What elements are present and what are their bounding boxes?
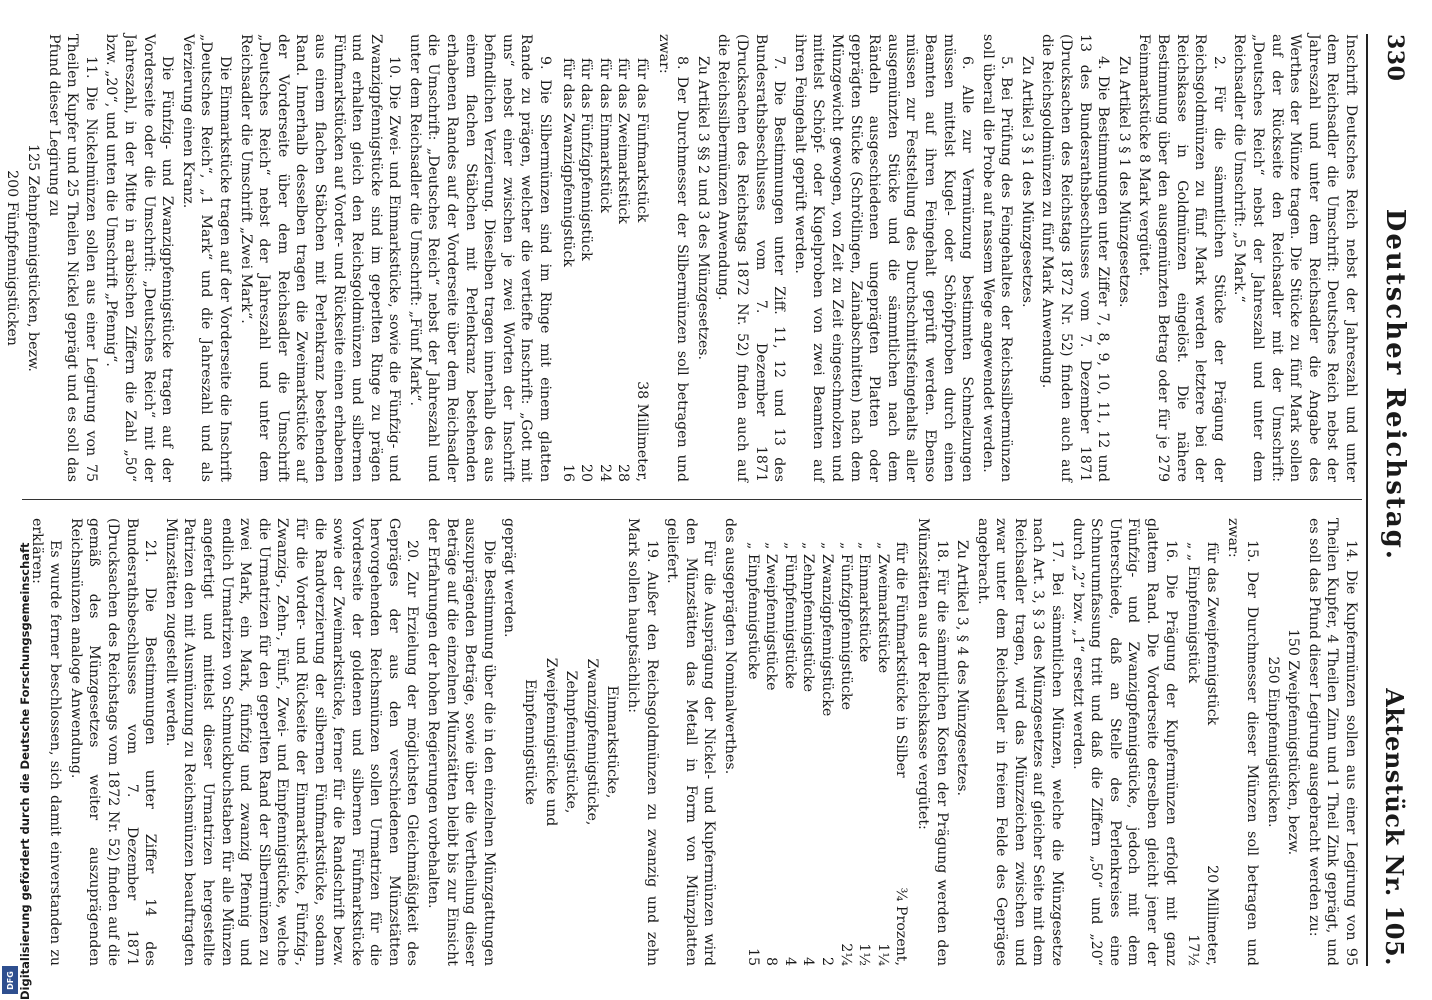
paragraph: 10. Die Zwei- und Einmarkstücke, sowie die Fünfzig- und Zwanzigpfennigstücke sind im geperlten Ringe zu prägen und erhalten gleich den Reichsgoldmünzen und silbernen Fünfmarkstücken auf Vorder- und Rückseite einen erhabenen aus einem flachen Stäbchen mit Perlenkranz bestehenden Rand. Innerhalb desselben tragen die Zweimarkstücke auf der Vorderseite über dem Reichsadler die Umschrift „Deutsches Reich“ nebst der Jahreszahl und unter dem Reichsadler die Umschrift „Zwei Mark“. — [237, 34, 403, 482]
table-value: 38 Millimeter, — [634, 381, 651, 482]
table-label: „ Einpfennigstücke — [744, 542, 761, 680]
table-value: 4 — [800, 956, 817, 966]
paragraph: Für die Ausprägung der Nickel- und Kupfermünzen wird den Münzstätten das Metall in Form von Münzplatten geliefert. — [664, 518, 718, 966]
centered-line: Einpfennigstücke — [522, 679, 539, 805]
table-value: 2 — [818, 956, 835, 966]
paragraph: Inschrift Deutsches Reich nebst der Jahreszahl und unter dem Reichsadler die Umschrift: Deutsches Reich nebst der Jahreszahl und unter dem Reichsadler die Angabe des Werthes der Münze tragen. Die Stücke zu fünf Mark sollen auf der Rückseite den Reichsadler mit der Umschrift: „Deutsches Reich“ nebst der Jahreszahl und unter dem Reichsadler die Umschrift: „5 Mark.“ — [1231, 34, 1359, 482]
paragraph: 11. Die Nickelmünzen sollen aus einer Legirung von 75 Theilen Kupfer und 25 Theilen Nickel geprägt und es soll das Pfund dieser Legirung zu — [45, 34, 99, 482]
digitization-credit — [0, 542, 32, 1000]
table-label: „ Fünfzigpfennigstücke — [837, 542, 854, 711]
value-table — [743, 542, 910, 966]
paragraph: 14. Die Kupfermünzen sollen aus einer Legirung von 95 Theilen Kupfer, 4 Theilen Zinn und 1 Theil Zink geprägt, und es soll das Pfund dieser Legirung ausgebracht werden zu: — [1305, 518, 1359, 966]
table-row — [836, 542, 855, 966]
table-row — [577, 58, 596, 482]
dfg-logo-text: DFG — [5, 970, 15, 990]
paragraph: 9. Die Silbermünzen sind im Ringe mit einem glatten Rande zu prägen, welcher die vertiefte Inschrift: „Gott mit uns“ nebst einer zwischen je zwei Worten der Inschrift befindlichen Verzierung. Dieselben tragen innerhalb des aus einem flachen Stäbchen mit Perlenkranz bestehenden erhabenen Randes auf der Vorderseite über dem Reichsadler die Umschrift: „Deutsches Reich“ nebst der Jahreszahl und unter dem Reichsadler die Umschrift: „Fünf Mark“. — [406, 34, 554, 482]
dfg-logo-icon — [2, 966, 18, 994]
paragraph: 21. Die Bestimmungen unter Ziffer 14 des Bundesrathsbeschlusses vom 7. Dezember 1871 (Drucksachen des Reichstags vom 1872 Nr. 52) finden auf die gemäß des Münzgesetzes weiter auszuprägenden Reichsmünzen analoge Anwendung. — [67, 518, 159, 966]
credit-text: Digitalisierung gefördert durch die Deutsche Forschungsgemeinschaft — [18, 542, 32, 1000]
centered-line: 200 Fünfpfennigstücken — [4, 170, 21, 346]
table-row — [762, 542, 781, 966]
table-row — [1184, 542, 1203, 966]
table-row — [558, 58, 577, 482]
paragraph: 16. Die Prägung der Kupfermünzen erfolgt mit ganz glattem Rand. Die Vorderseite derselben gleicht jener der Fünfzig- und Zwanzigpfennigstücke, jedoch mit dem Unterschiede, daß an Stelle des Perlenkreises eine Schnurumfassung tritt und daß die Ziffern „50“ und „20“ durch „2“ bzw. „1“ ersetzt werden. — [1069, 518, 1179, 966]
table-label: „ „ Einpfennigstück — [1185, 542, 1202, 684]
right-column — [30, 518, 1360, 966]
table-row — [855, 542, 874, 966]
table-value: 24 — [596, 463, 613, 482]
table-value: 20 — [578, 463, 595, 482]
issue-label: Aktenstück Nr. 105. — [1380, 688, 1410, 966]
paragraph: 6. Alle zur Vermünzung bestimmten Schmelzungen müssen mittelst Kugel- oder Schöpfproben durch einen Beamten auf ihren Feingehalt geprüft werden. Ebenso müssen zur Feststellung des Durchschnittsfeingehalts aller ausgemünzten Stücke und die sämmtlichen nach dem Rändeln ausgeschiedenen ungeprägten Platten oder geprägten Stücke (Schrötlingen, Zainabschnitten) nach dem Münzgewicht gewogen, von Zeit zu Zeit eingeschmolzen und mittelst Schöpf- oder Kugelproben von zwei Beamten auf ihren Feingehalt geprüft werden. — [791, 34, 976, 482]
table-row — [892, 542, 911, 966]
table-row — [873, 542, 892, 966]
table-value: 4 — [781, 956, 798, 966]
table-label: für das Zwanzigpfennigstück — [559, 58, 576, 267]
table-label: für die Fünfmarkstücke in Silber — [893, 542, 910, 778]
paragraph: 18. Für die sämmtlichen Kosten der Prägung werden den Münzstätten aus der Reichskasse vergütet: — [914, 518, 950, 966]
table-value: 17½ — [1185, 934, 1202, 966]
paragraph: Es wurde ferner beschlossen, sich damit einverstanden zu erklären: — [28, 518, 64, 966]
table-row — [743, 542, 762, 966]
table-row — [614, 58, 633, 482]
value-table — [1184, 542, 1221, 966]
table-value: ¾ Prozent, — [893, 887, 910, 966]
table-label: „ Einmarkstücke — [856, 542, 873, 663]
centered-line: Zehnpfennigstücke, — [563, 670, 580, 814]
paragraph: 20. Zur Erzielung der möglichsten Gleichmäßigkeit des Gepräges der aus den verschiedenen Münzstätten hervorgehenden Reichsmünzen sollen Urmatrizen für die Vorderseite der goldenen und silbernen Fünfmarkstücke sowie der Zweimarkstücke, ferner für die Randschrift bezw. die Randverzierung der silbernen Fünfmarkstücke, sodann für die Vorder- und Rückseite der Einmarkstücke, Fünfzig-, Zwanzig-, Zehn-, Fünf-, Zwei- und Einpfennigstücke, welche die Urmatrizen für den geperlten Rand der Silbermünzen zu zwei Mark, ein Mark, fünfzig und zwanzig Pfennig und endlich Urmatrizen von Schmuckbuchstaben für alle Münzen angefertigt und mittelst dieser Urmatrizen hergestellte Patrizen den mit Ausmünzung zu Reichsmünzen beauftragten Münzstätten zugestellt werden. — [162, 518, 421, 966]
table-label: für das Fünfmarkstück — [634, 58, 651, 223]
paragraph: Die Bestimmung über die in den einzelnen Münzgattungen auszuprägenden Beträge, sowie über die Vertheilung dieser Beträge auf die einzelnen Münzstätten bleibt bis zur Einsicht der Erfahrungen der hohen Regierungen vorbehalten. — [425, 518, 497, 966]
page-number: 330 — [1382, 34, 1408, 82]
centered-line: Einmarkstücke, — [604, 685, 621, 799]
paragraph: 15. Der Durchmesser dieser Münzen soll betragen und zwar: — [1225, 518, 1261, 966]
centered-line: 125 Zehnpfennigstücken, bezw. — [25, 144, 42, 372]
table-label: „ Zweipfennigstücke — [763, 542, 780, 691]
table-value: 2¼ — [837, 943, 854, 966]
table-value: 20 Millimeter, — [1203, 865, 1220, 966]
table-value: 1¼ — [874, 943, 891, 966]
table-value: 28 — [615, 463, 632, 482]
header-rule — [1366, 34, 1368, 966]
running-head — [1370, 34, 1420, 966]
table-row — [595, 58, 614, 482]
paragraph: Zu Artikel 3 § 1 des Münzgesetzes. — [1115, 56, 1132, 308]
paragraph: Zu Artikel 3, § 4 des Münzgesetzes. — [954, 540, 971, 797]
table-label: „ Zehnpfennigstücke — [800, 542, 817, 693]
table-row — [780, 542, 799, 966]
table-value: 8 — [763, 956, 780, 966]
table-row — [1202, 542, 1221, 966]
paragraph: 5. Bei Prüfung des Feingehaltes der Reichssilbermünzen soll überall die Probe auf nassem Wege angewendet werden. — [979, 34, 1015, 482]
centered-line: 250 Einpfennigstücken. — [1264, 656, 1281, 828]
paragraph: 2. Für die sämmtlichen Stücke der Prägung der Reichsgoldmünzen zu fünf Mark werden letztere bei der Reichskasse in Goldmünzen eingelöst. Die nähere Bestimmung über den ausgemünzten Betrag oder für je 279 Feinmarkstücke 8 Mark vergütet. — [1136, 34, 1227, 482]
paragraph: Zu Artikel 3 § 1 des Münzgesetzes. — [1018, 56, 1035, 308]
paragraph: des ausgeprägten Nominalwerthes. — [722, 518, 738, 775]
table-label: für das Zweipfennigstück — [1203, 542, 1220, 726]
paragraph: 19. Außer den Reichsgoldmünzen zu zwanzig und zehn Mark sollen hauptsächlich: — [625, 518, 660, 966]
paragraph: 7. Die Bestimmungen unter Ziff. 11, 12 und 13 des Bundesrathsbeschlusses vom 7. Dezember 1871 (Drucksachen des Reichstags 1872 Nr. 52) finden auch auf die Reichssilbermünzen Anwendung. — [715, 34, 788, 482]
table-row — [632, 58, 651, 482]
table-label: „ Fünfpfennigstücke — [781, 542, 798, 689]
table-label: für das Einmarkstück — [596, 58, 613, 213]
paragraph: geprägt werden. — [501, 518, 518, 638]
table-label: „ Zwanzigpfennigstücke — [818, 542, 835, 717]
paragraph: 8. Der Durchmesser der Silbermünzen soll betragen und zwar: — [655, 34, 691, 482]
table-row — [799, 542, 818, 966]
table-value: 1½ — [856, 943, 873, 966]
centered-line: 150 Zweipfennigstücken, bezw. — [1285, 628, 1302, 856]
left-column — [4, 34, 1360, 482]
table-row — [817, 542, 836, 966]
table-value: 15 — [744, 947, 761, 966]
table-label: für das Fünfzigpfennigstück — [578, 58, 595, 261]
paragraph: Die Einmarkstücke tragen auf der Vorderseite die Inschrift „Deutsches Reich“, „1 Mark“ und die Jahreszahl und als Verzierung einen Kranz. — [179, 34, 233, 482]
paragraph: Die Fünfzig- und Zwanzigpfennigstücke tragen auf der Vorderseite oder die Umschrift: „Deutsches Reich“ mit der Jahreszahl, in der Mitte in arabischen Ziffern die Zahl „50“ bzw. „20“, und unten die Umschrift „Pfennig“. — [103, 34, 176, 482]
table-label: „ Zweimarkstücke — [874, 542, 891, 674]
paper-title: Deutscher Reichstag. — [1380, 208, 1410, 561]
centered-line: Zweipfennigstücke und — [542, 657, 559, 827]
table-value: 16 — [559, 463, 576, 482]
value-table — [558, 58, 651, 482]
paragraph: 4. Die Bestimmungen unter Ziffer 7, 8, 9, 10, 11, 12 und 13 des Bundesrathsbeschlusses vom 7. Dezember 1871 (Drucksachen des Reichstags 1872 Nr. 52) finden auch auf die Reichsgoldmünzen zu fünf Mark Anwendung. — [1039, 34, 1112, 482]
table-label: für das Zweimarkstück — [615, 58, 632, 224]
column-divider — [22, 499, 1362, 500]
paragraph: 17. Bei sämmtlichen Münzen, welche die Münzgesetze nach Art. 3, § 3 des Münzgesetzes auf gleicher Seite mit dem Reichsadler tragen, wird das Münzzeichen zwischen und zwar unter dem Reichsadler in freiem Felde des Gepräges angebracht. — [974, 518, 1066, 966]
paragraph: Zu Artikel 3 §§ 2 und 3 des Münzgesetzes. — [694, 56, 711, 361]
paragraph — [0, 34, 1, 482]
centered-line: Zwanzigpfennigstücke, — [583, 658, 600, 826]
